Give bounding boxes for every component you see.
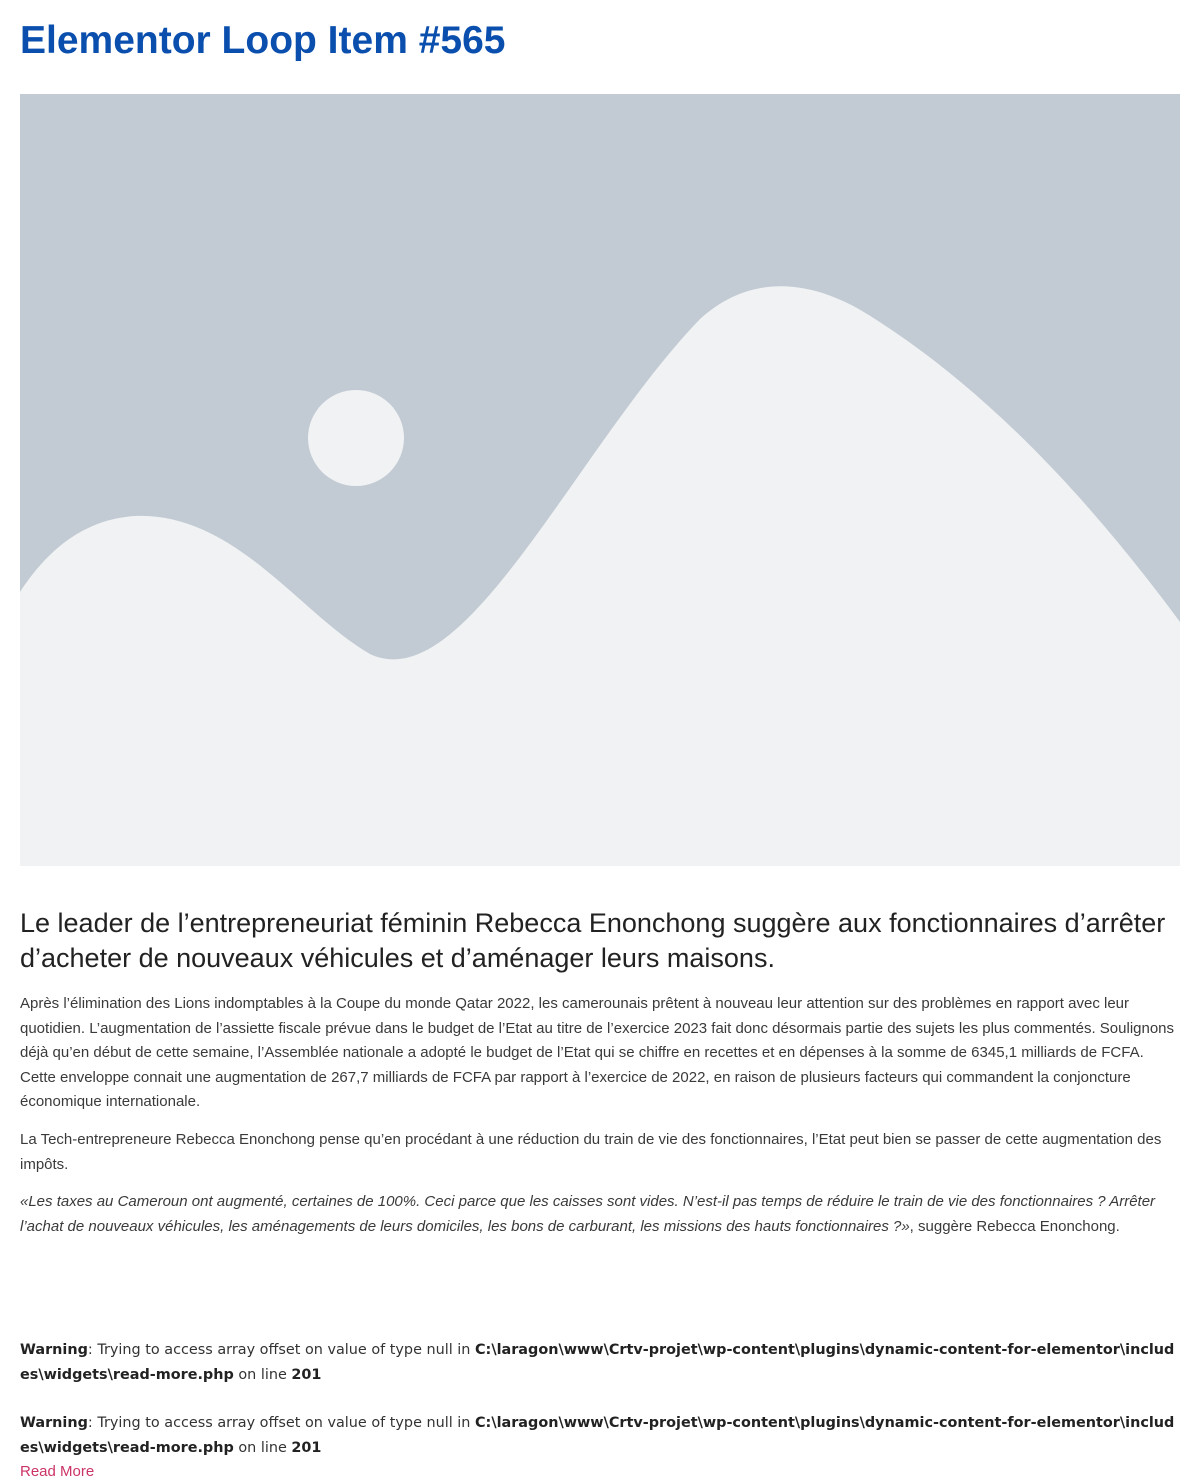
warning-line-number: 201 [291, 1366, 322, 1383]
post-quote: «Les taxes au Cameroun ont augmenté, certaines de 100%. Ceci parce que les caisses sont vides. N’est-il pas temps de réduire le train de vie des fonctionnaires ? Arrêter l’achat de nouveaux véhicules, les aménagements de leurs domiciles, les bons de carburant, les missions des hauts fonctionnaires ?» [20, 1193, 1156, 1235]
php-warning [20, 1411, 1180, 1460]
warning-on-line: on line [233, 1366, 292, 1383]
quote-attribution: , suggère Rebecca Enonchong. [909, 1217, 1120, 1235]
warning-message: : Trying to access array offset on value of type null in [87, 1415, 475, 1431]
warning-line-number: 201 [291, 1439, 322, 1456]
warning-message: : Trying to access array offset on value of type null in [87, 1342, 475, 1358]
page-title: Elementor Loop Item #565 [20, 19, 506, 62]
php-warning [20, 1338, 1180, 1387]
warning-label: Warning [20, 1415, 88, 1431]
image-placeholder-icon [20, 94, 1180, 866]
post-quote-paragraph [20, 1190, 1180, 1239]
post-paragraph: La Tech-entrepreneure Rebecca Enonchong pense qu’en procédant à une réduction du train de vie des fonctionnaires, l’Etat peut bien se passer de cette augmentation des impôts. [20, 1130, 1162, 1173]
post-content [20, 992, 1180, 1252]
warning-file-path: C:\laragon\www\Crtv-projet\wp-content\plugins\dynamic-content-for-elementor\includes\widgets\read-more.php [20, 1415, 1175, 1456]
warning-label: Warning [20, 1342, 88, 1358]
php-warnings [20, 1338, 1180, 1484]
placeholder-sun [308, 390, 404, 486]
warning-file-path: C:\laragon\www\Crtv-projet\wp-content\plugins\dynamic-content-for-elementor\includes\widgets\read-more.php [20, 1342, 1175, 1383]
post-paragraph: Après l’élimination des Lions indomptables à la Coupe du monde Qatar 2022, les camerounais prêtent à nouveau leur attention sur des problèmes en rapport avec leur quotidien. L’augmentation de l’assiette fiscale prévue dans le budget de l’Etat au titre de l’exercice 2023 fait donc désormais partie des sujets les plus commentés. Soulignons déjà qu’en début de cette semaine, l’Assemblée nationale a adopté le budget de l’Etat qui se chiffre en recettes et en dépenses à la somme de 6345,1 milliards de FCFA. Cette enveloppe connait une augmentation de 267,7 milliards de FCFA par rapport à l’exercice de 2022, en raison de plusieurs facteurs qui commandent la conjoncture économique internationale. [20, 995, 1175, 1111]
read-more-link[interactable]: Read More [20, 1463, 95, 1480]
post-headline: Le leader de l’entrepreneuriat féminin Rebecca Enonchong suggère aux fonctionnaires d’arrêter d’acheter de nouveaux véhicules et d’aménager leurs maisons. [20, 908, 1166, 973]
warning-on-line: on line [233, 1439, 292, 1456]
